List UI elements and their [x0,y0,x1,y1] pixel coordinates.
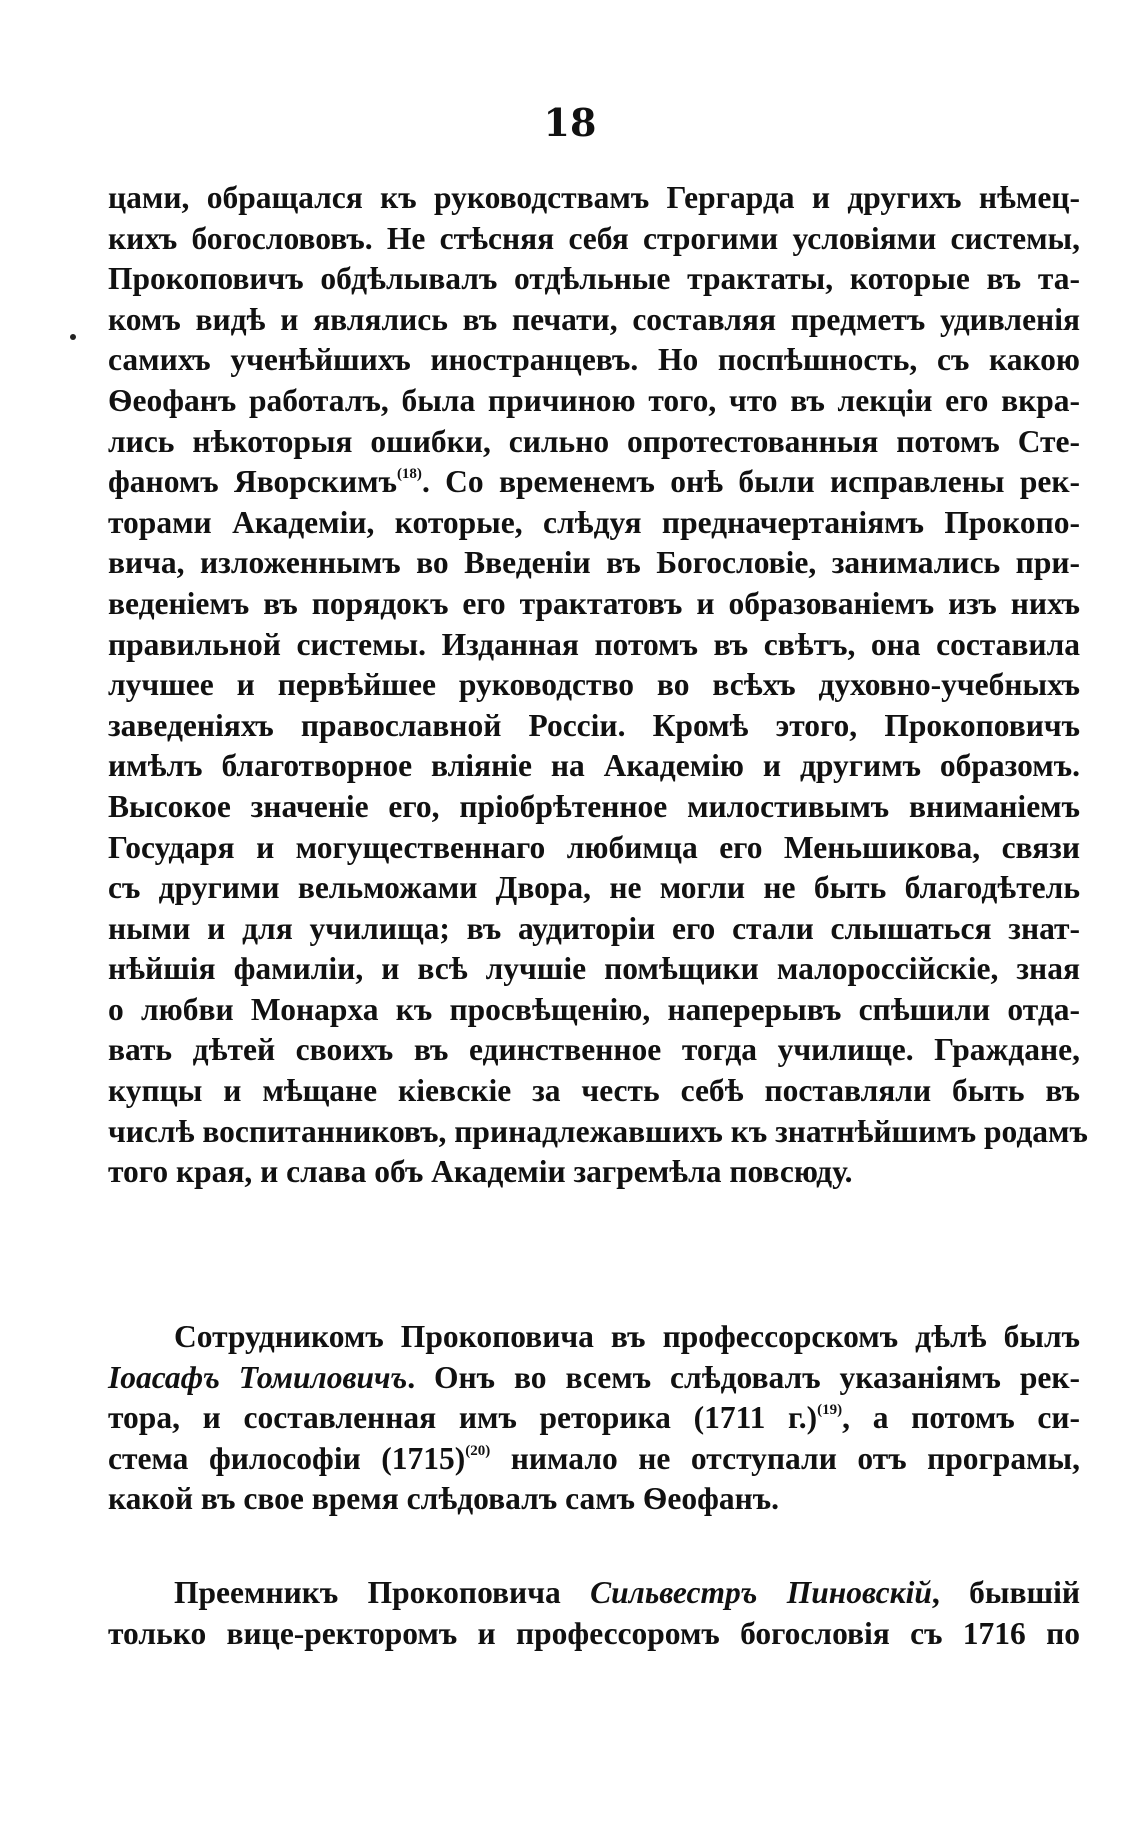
text-run: фаномъ Яворскимъ [108,464,397,500]
text-run: нѣйшія фамиліи, и всѣ лучшіе помѣщики малороссійскіе, зная [108,951,1080,987]
text-run: , а потомъ си- [842,1400,1080,1436]
text-run: торами Академіи, которые, слѣдуя предначертаніямъ Прокопо- [108,504,1080,540]
text-run: Ѳеофанъ работалъ, была причиною того, что въ лекціи его вкра- [108,382,1080,418]
text-line [108,1358,1080,1399]
text-run: . Со временемъ онѣ были исправлены рек- [421,464,1080,500]
text-run: имѣлъ благотворное вліяніе на Академію и другимъ образомъ. [108,748,1080,784]
paragraph-2 [108,1317,1080,1520]
text-run: цами, обращался къ руководствамъ Гергарда и другихъ нѣмец- [108,180,1080,215]
footnote-ref: (20) [465,1442,491,1459]
text-line [108,178,1080,219]
text-line [108,1398,1080,1439]
text-line [108,1317,1080,1358]
text-line [108,706,1080,747]
text-run: Сотрудникомъ Прокоповича въ профессорскомъ дѣлѣ былъ [174,1319,1080,1354]
text-run: вича, изложеннымъ во Введеніи въ Богословіе, занимались при- [108,545,1080,581]
text-line [108,828,1080,869]
text-run: заведеніяхъ православной Россіи. Кромѣ этого, Прокоповичъ [108,707,1080,743]
name-italic: Сильвестръ Пиновскій [590,1575,932,1610]
text-line [108,949,1080,990]
text-run: купцы и мѣщане кіевскіе за честь себѣ поставляли быть въ [108,1073,1080,1109]
text-line [108,381,1080,422]
text-line [108,584,1080,625]
paragraph-1 [108,178,1088,1193]
paragraph-3 [108,1573,1080,1654]
text-run: Высокое значеніе его, пріобрѣтенное милостивымъ вниманіемъ [108,788,1080,824]
text-line [108,787,1080,828]
text-run: нимало не отступали отъ програмы, [490,1440,1080,1476]
text-run: съ другими вельможами Двора, не могли не быть благодѣтель [108,870,1080,906]
text-run: правильной системы. Изданная потомъ въ свѣтъ, она составила [108,626,1080,662]
footnote-ref: (18) [396,466,422,483]
text-line [108,1439,1080,1480]
text-line [108,1152,1080,1193]
text-line [108,746,1080,787]
text-run: , бывшій [931,1575,1080,1610]
text-line [108,1614,1080,1655]
page-number: 18 [543,100,597,145]
text-run: какой въ свое время слѣдовалъ самъ Ѳеофанъ. [108,1481,780,1517]
text-run: о любви Монарха къ просвѣщенію, наперерывъ спѣшили отда- [108,991,1080,1027]
text-run: стема философіи (1715) [108,1440,466,1476]
text-line [108,665,1080,706]
text-line [108,503,1080,544]
text-line [108,219,1080,260]
footnote-ref: (19) [817,1402,843,1419]
text-line [108,462,1080,503]
text-run: Преемникъ Прокоповича [174,1575,591,1610]
text-run: кихъ богослововъ. Не стѣсняя себя строгими условіями системы, [108,220,1080,256]
text-line [108,543,1080,584]
text-run: веденіемъ въ порядокъ его трактатовъ и образованіемъ изъ нихъ [108,585,1080,621]
margin-mark [70,334,76,340]
text-line [108,300,1080,341]
text-run: лись нѣкоторыя ошибки, сильно опротестованныя потомъ Сте- [108,423,1080,459]
text-line [108,909,1080,950]
text-run: Государя и могущественнаго любимца его Меньшикова, связи [108,829,1080,865]
text-line [108,868,1080,909]
text-line [108,625,1080,666]
text-run: комъ видѣ и являлись въ печати, составляя предметъ удивленія [108,301,1080,337]
text-run: того края, и слава объ Академіи загремѣла повсюду. [108,1154,853,1190]
text-run: вать дѣтей своихъ въ единственное тогда училище. Граждане, [108,1032,1080,1068]
text-run: числѣ воспитанниковъ, принадлежавшихъ къ знатнѣйшимъ родамъ [108,1113,1088,1149]
text-run: Прокоповичъ обдѣлывалъ отдѣльные трактаты, которые въ та- [108,261,1080,297]
text-run: только вице-ректоромъ и профессоромъ богословія съ 1716 по [108,1615,1080,1651]
text-run: . Онъ во всемъ слѣдовалъ указаніямъ рек- [407,1359,1080,1395]
text-line [108,1573,1080,1614]
text-line [108,422,1080,463]
text-line [108,259,1080,300]
text-line [108,1071,1080,1112]
text-line [108,1030,1080,1071]
text-line [108,1112,1088,1153]
text-run: ными и для училища; въ аудиторіи его стали слышаться знат- [108,910,1080,946]
text-line [108,1479,1080,1520]
text-line [108,990,1080,1031]
name-italic: Іоасафъ Томиловичъ [108,1359,408,1395]
text-run: самихъ ученѣйшихъ иностранцевъ. Но поспѣшность, съ какою [108,342,1080,378]
text-run: лучшее и первѣйшее руководство во всѣхъ духовно-учебныхъ [108,667,1080,703]
text-line [108,340,1080,381]
text-run: тора, и составленная имъ реторика (1711 г.) [108,1400,818,1436]
